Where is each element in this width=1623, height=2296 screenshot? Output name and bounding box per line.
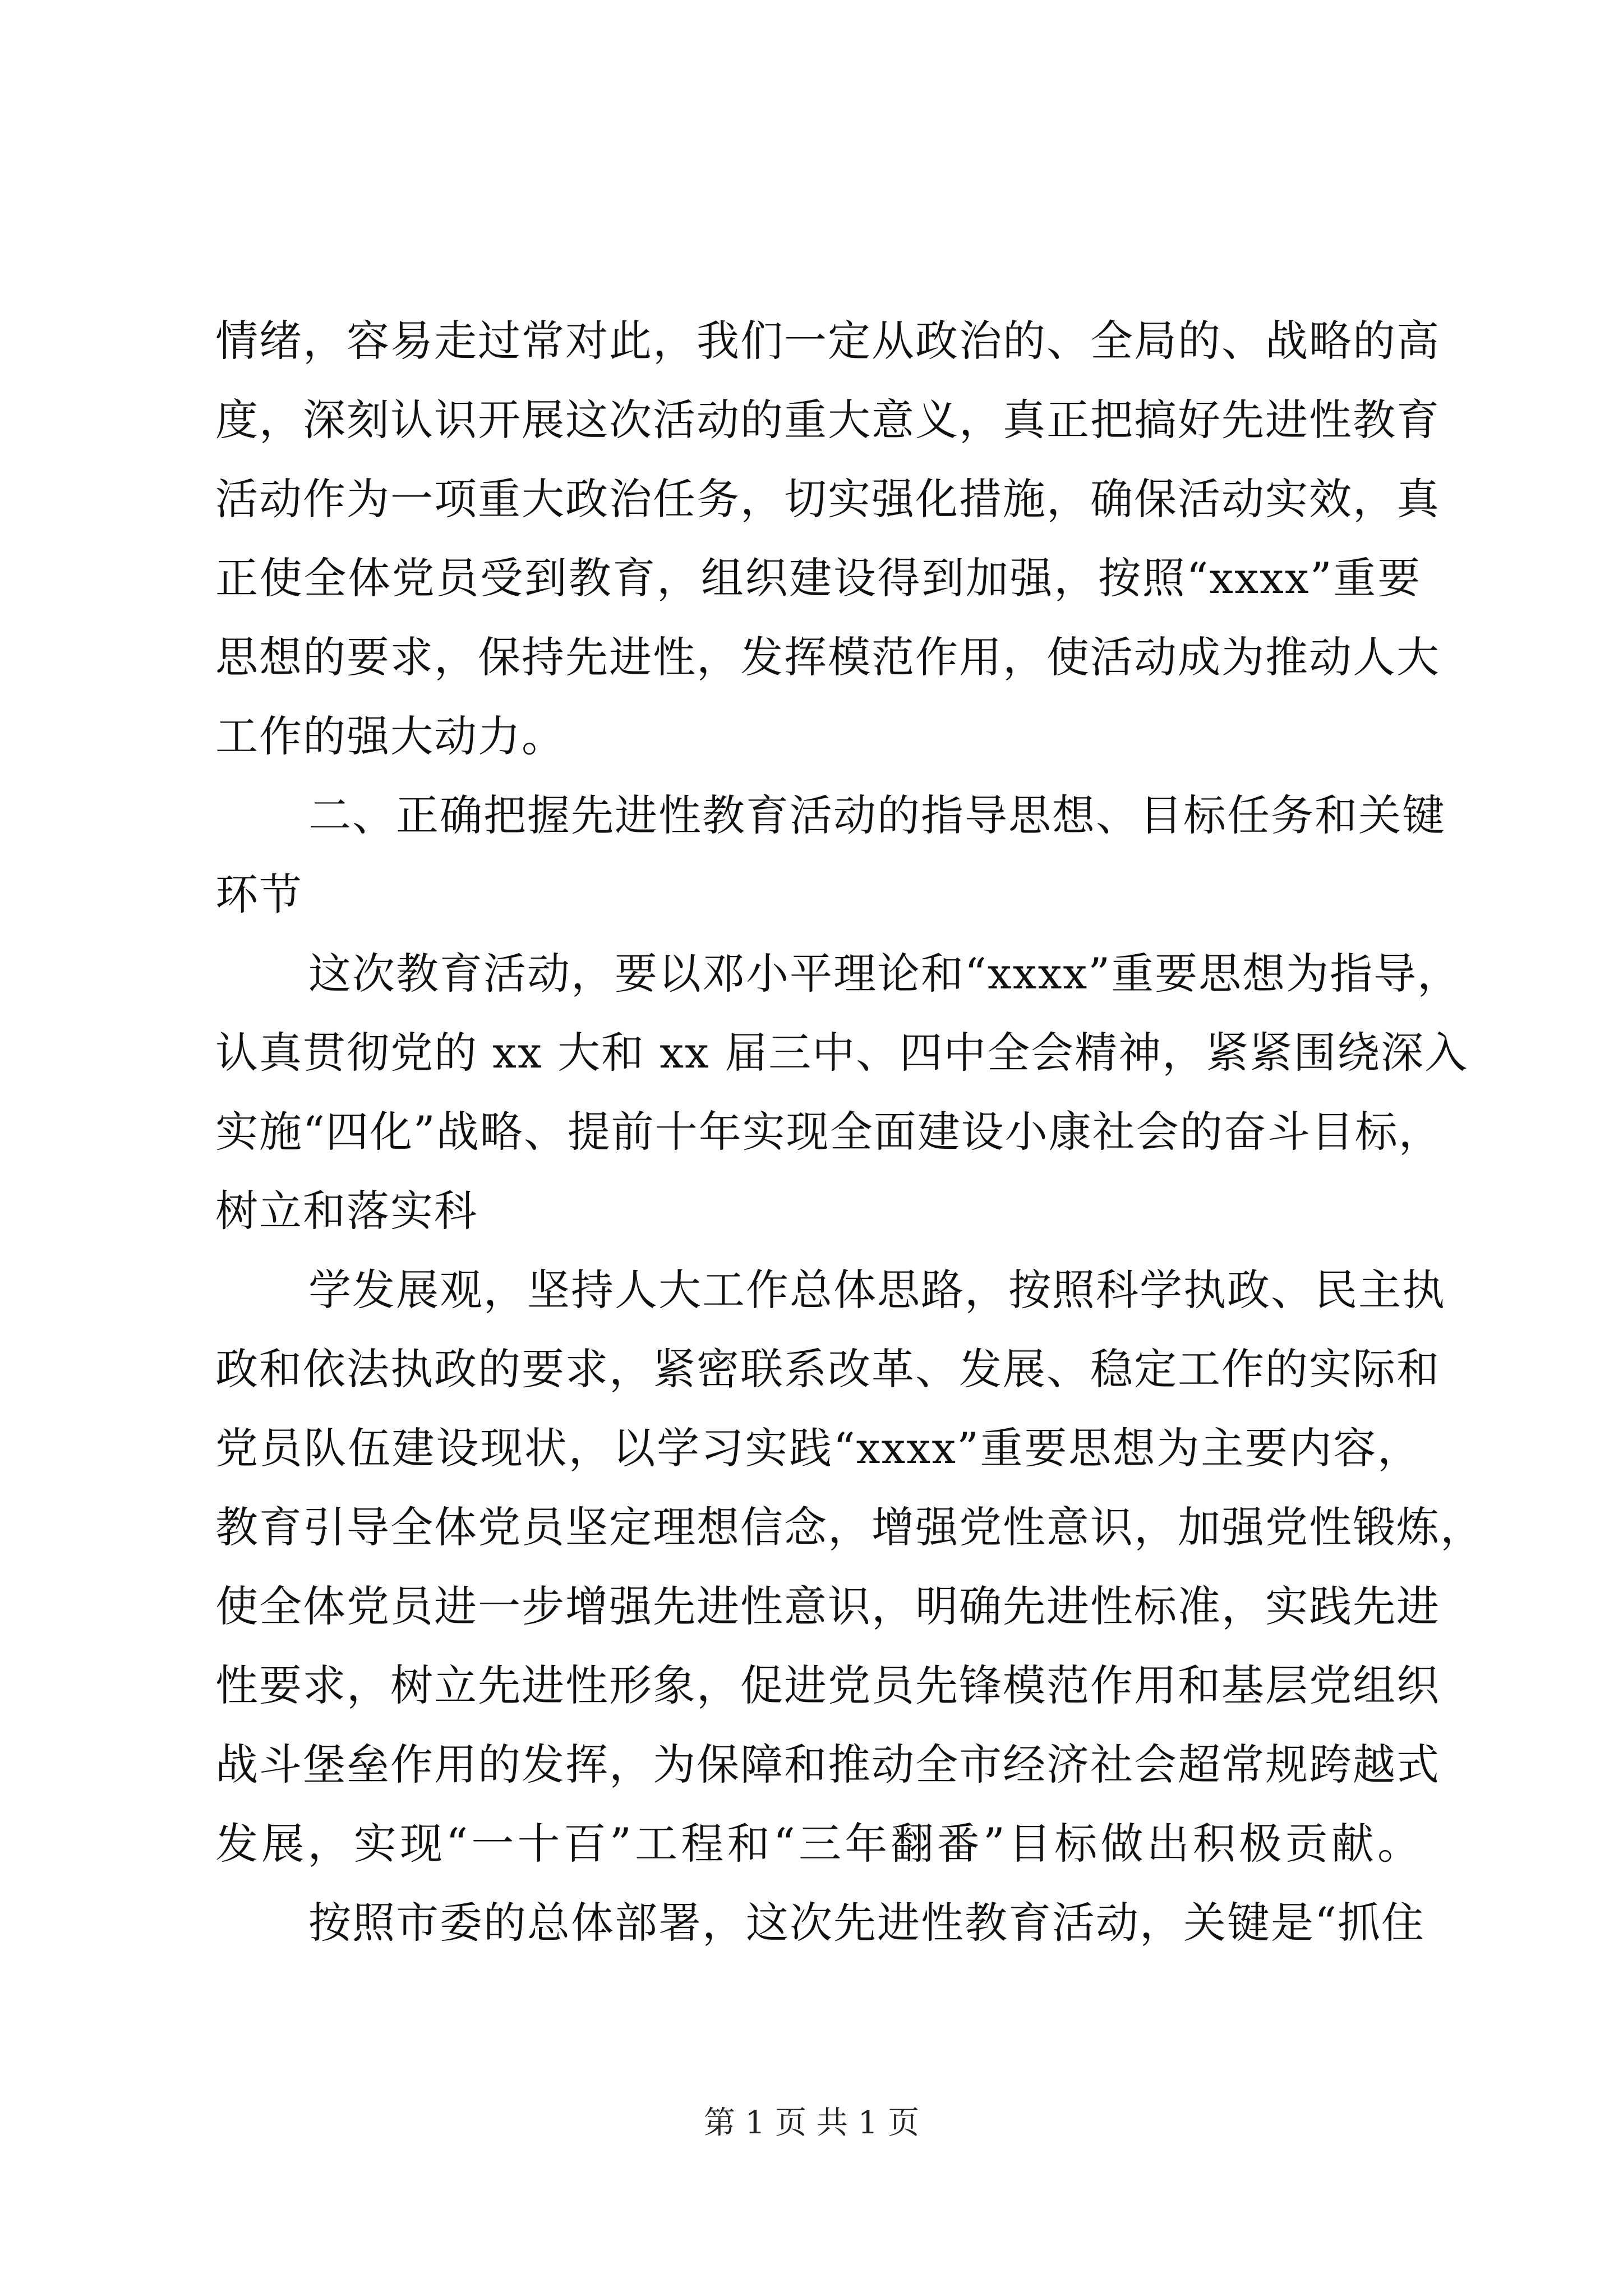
text-line: 政和依法执政的要求，紧密联系改革、发展、稳定工作的实际和 xyxy=(215,1344,1440,1394)
text-line: 度，深刻认识开展这次活动的重大意义，真正把搞好先进性教育 xyxy=(215,395,1440,445)
text-line: 工作的强大动力。 xyxy=(215,711,565,761)
text-line: 活动作为一项重大政治任务，切实强化措施，确保活动实效，真 xyxy=(215,474,1440,524)
text-line: 性要求，树立先进性形象，促进党员先锋模范作用和基层党组织 xyxy=(215,1660,1440,1710)
section-heading: 二、正确把握先进性教育活动的指导思想、目标任务和关键 xyxy=(308,790,1446,840)
text-line: 战斗堡垒作用的发挥，为保障和推动全市经济社会超常规跨越式 xyxy=(215,1740,1440,1789)
text-line: 学发展观，坚持人大工作总体思路，按照科学执政、民主执 xyxy=(308,1265,1446,1315)
text-line: 思想的要求，保持先进性，发挥模范作用，使活动成为推动人大 xyxy=(215,632,1440,682)
text-line: 发展，实现“一十百”工程和“三年翻番”目标做出积极贡献。 xyxy=(215,1819,1421,1869)
text-line: 实施“四化”战略、提前十年实现全面建设小康社会的奋斗目标， xyxy=(215,1107,1442,1157)
section-heading-cont: 环节 xyxy=(215,869,303,919)
text-line: 这次教育活动，要以邓小平理论和“xxxx”重要思想为指导， xyxy=(308,949,1461,999)
text-line: 树立和落实科 xyxy=(215,1186,478,1236)
text-line: 情绪，容易走过常对此，我们一定从政治的、全局的、战略的高 xyxy=(215,316,1440,366)
text-line: 党员队伍建设现状，以学习实践“xxxx”重要思想为主要内容， xyxy=(215,1423,1421,1473)
page-footer: 第 1 页 共 1 页 xyxy=(703,2105,920,2141)
text-line: 使全体党员进一步增强先进性意识，明确先进性标准，实践先进 xyxy=(215,1581,1440,1631)
text-line: 教育引导全体党员坚定理想信念，增强党性意识，加强党性锻炼， xyxy=(215,1502,1484,1552)
text-line: 按照市委的总体部署，这次先进性教育活动，关键是“抓住 xyxy=(308,1898,1425,1948)
text-line: 正使全体党员受到教育，组织建设得到加强，按照“xxxx”重要 xyxy=(215,553,1421,603)
text-line: 认真贯彻党的 xx 大和 xx 届三中、四中全会精神，紧紧围绕深入 xyxy=(215,1028,1469,1078)
